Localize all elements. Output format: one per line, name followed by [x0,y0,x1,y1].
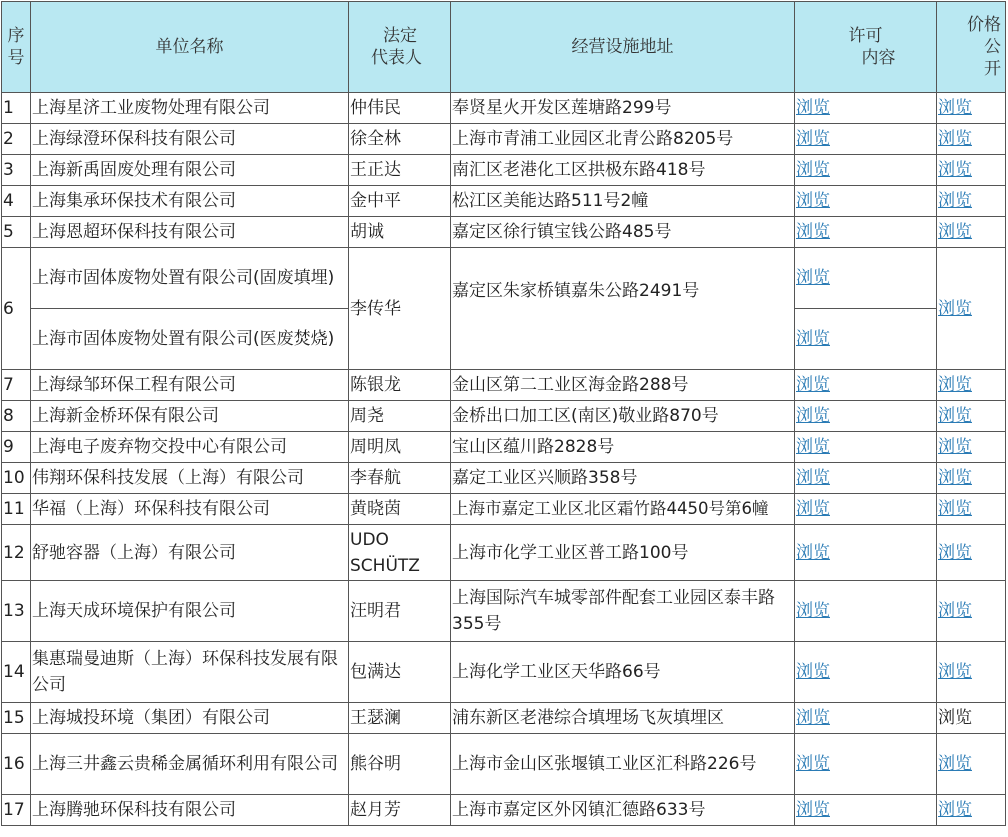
cell-legal-rep: 包满达 [349,642,451,703]
price-link[interactable]: 浏览 [938,160,972,180]
cell-seq: 5 [2,217,31,248]
cell-address: 松江区美能达路511号2幢 [451,186,795,217]
cell-company-name: 上海电子废弃物交投中心有限公司 [31,432,349,463]
header-address: 经营设施地址 [451,2,795,93]
cell-seq: 15 [2,703,31,734]
price-link[interactable]: 浏览 [938,191,972,211]
cell-legal-rep: 陈银龙 [349,370,451,401]
header-legal-rep: 法定 代表人 [349,2,451,93]
cell-seq: 12 [2,525,31,581]
cell-address: 上海国际汽车城零部件配套工业园区泰丰路355号 [451,581,795,642]
price-link[interactable]: 浏览 [938,800,972,820]
cell-address: 上海市化学工业区普工路100号 [451,525,795,581]
permit-link[interactable]: 浏览 [796,222,830,242]
cell-seq: 17 [2,795,31,826]
cell-legal-rep: 李春航 [349,463,451,494]
price-link[interactable]: 浏览 [938,601,972,621]
cell-legal-rep: 李传华 [349,248,451,370]
cell-legal-rep: 周尧 [349,401,451,432]
cell-company-name: 上海三井鑫云贵稀金属循环利用有限公司 [31,734,349,795]
cell-seq: 9 [2,432,31,463]
cell-address: 上海化学工业区天华路66号 [451,642,795,703]
permit-link[interactable]: 浏览 [796,542,830,563]
cell-company-name: 上海新禹固废处理有限公司 [31,155,349,186]
permit-link[interactable]: 浏览 [796,800,830,820]
cell-seq: 3 [2,155,31,186]
table-row [2,734,1006,795]
cell-company-name: 上海新金桥环保有限公司 [31,401,349,432]
table-row [2,432,1006,463]
price-link[interactable]: 浏览 [938,98,972,118]
cell-seq: 14 [2,642,31,703]
permit-link[interactable]: 浏览 [796,329,830,349]
table-row [2,581,1006,642]
cell-legal-rep: 王正达 [349,155,451,186]
cell-seq: 10 [2,463,31,494]
cell-legal-rep: 赵月芳 [349,795,451,826]
price-link[interactable]: 浏览 [938,662,972,682]
table-row [2,124,1006,155]
cell-address: 上海市嘉定工业区北区霜竹路4450号第6幢 [451,494,795,525]
cell-legal-rep: 周明凤 [349,432,451,463]
cell-seq: 16 [2,734,31,795]
cell-company-name: 上海天成环境保护有限公司 [31,581,349,642]
price-link[interactable]: 浏览 [938,542,972,563]
table-row [2,155,1006,186]
table-row [2,494,1006,525]
cell-legal-rep: 王瑟澜 [349,703,451,734]
price-link[interactable]: 浏览 [938,375,972,395]
cell-seq: 6 [2,248,31,370]
cell-legal-rep: 熊谷明 [349,734,451,795]
cell-legal-rep: 汪明君 [349,581,451,642]
cell-legal-rep: 黄晓茵 [349,494,451,525]
table-row [2,370,1006,401]
table-row [2,401,1006,432]
cell-address: 嘉定区朱家桥镇嘉朱公路2491号 [451,248,795,370]
cell-address: 上海市金山区张堰镇工业区汇科路226号 [451,734,795,795]
cell-company-name: 上海绿澄环保科技有限公司 [31,124,349,155]
cell-legal-rep: 徐全林 [349,124,451,155]
cell-address: 南汇区老港化工区拱极东路418号 [451,155,795,186]
cell-address: 宝山区蕴川路2828号 [451,432,795,463]
permit-table [1,1,1006,826]
cell-legal-rep: UDO SCHÜTZ [349,525,451,581]
cell-company-name: 集惠瑞曼迪斯（上海）环保科技发展有限公司 [31,642,349,703]
price-link[interactable]: 浏览 [938,298,972,319]
price-link[interactable]: 浏览 [938,499,972,519]
permit-link[interactable]: 浏览 [796,754,830,774]
cell-address: 嘉定工业区兴顺路358号 [451,463,795,494]
cell-seq: 8 [2,401,31,432]
table-row [2,186,1006,217]
cell-seq: 13 [2,581,31,642]
header-permit: 许可 内容 [795,2,937,93]
table-row [2,525,1006,581]
cell-company-name: 上海星济工业废物处理有限公司 [31,93,349,124]
price-link[interactable]: 浏览 [938,468,972,488]
header-company-name: 单位名称 [31,2,349,93]
table-row [2,248,1006,309]
price-link[interactable]: 浏览 [938,406,972,426]
permit-link[interactable]: 浏览 [796,437,830,457]
cell-company-name: 上海恩超环保科技有限公司 [31,217,349,248]
cell-company-name: 伟翔环保科技发展（上海）有限公司 [31,463,349,494]
cell-seq: 7 [2,370,31,401]
cell-seq: 1 [2,93,31,124]
permit-link[interactable]: 浏览 [796,98,830,118]
cell-company-name: 上海城投环境（集团）有限公司 [31,703,349,734]
permit-link[interactable]: 浏览 [796,406,830,426]
table-row [2,463,1006,494]
permit-link[interactable]: 浏览 [796,601,830,621]
header-seq: 序 号 [2,2,31,93]
price-text: 浏览 [938,708,972,728]
permit-link[interactable]: 浏览 [796,160,830,180]
price-link[interactable]: 浏览 [938,437,972,457]
cell-address: 嘉定区徐行镇宝钱公路485号 [451,217,795,248]
cell-seq: 4 [2,186,31,217]
permit-link[interactable]: 浏览 [796,468,830,488]
cell-seq: 11 [2,494,31,525]
permit-link[interactable]: 浏览 [796,268,830,288]
cell-address: 奉贤星火开发区莲塘路299号 [451,93,795,124]
cell-address: 金桥出口加工区(南区)敬业路870号 [451,401,795,432]
table-row [2,217,1006,248]
table-row [2,642,1006,703]
table-row [2,703,1006,734]
permit-link[interactable]: 浏览 [796,708,830,728]
cell-company-name: 上海市固体废物处置有限公司(固废填埋) [31,248,349,309]
permit-link[interactable]: 浏览 [796,191,830,211]
permit-link[interactable]: 浏览 [796,662,830,682]
price-link[interactable]: 浏览 [938,754,972,774]
table-row [2,93,1006,124]
cell-legal-rep: 金中平 [349,186,451,217]
permit-link[interactable]: 浏览 [796,129,830,149]
price-link[interactable]: 浏览 [938,222,972,242]
table-header-row [2,2,1006,93]
cell-company-name: 华福（上海）环保科技有限公司 [31,494,349,525]
header-price: 价格 公 开 [937,2,1006,93]
permit-link[interactable]: 浏览 [796,375,830,395]
cell-address: 金山区第二工业区海金路288号 [451,370,795,401]
price-link[interactable]: 浏览 [938,129,972,149]
cell-address: 浦东新区老港综合填埋场飞灰填埋区 [451,703,795,734]
permit-link[interactable]: 浏览 [796,499,830,519]
cell-company-name: 上海腾驰环保科技有限公司 [31,795,349,826]
cell-legal-rep: 胡诚 [349,217,451,248]
cell-seq: 2 [2,124,31,155]
table-row [2,795,1006,826]
cell-address: 上海市青浦工业园区北青公路8205号 [451,124,795,155]
cell-address: 上海市嘉定区外冈镇汇德路633号 [451,795,795,826]
cell-company-name: 上海集承环保技术有限公司 [31,186,349,217]
cell-company-name: 舒驰容器（上海）有限公司 [31,525,349,581]
cell-legal-rep: 仲伟民 [349,93,451,124]
cell-company-name: 上海市固体废物处置有限公司(医废焚烧) [31,309,349,370]
cell-company-name: 上海绿邹环保工程有限公司 [31,370,349,401]
